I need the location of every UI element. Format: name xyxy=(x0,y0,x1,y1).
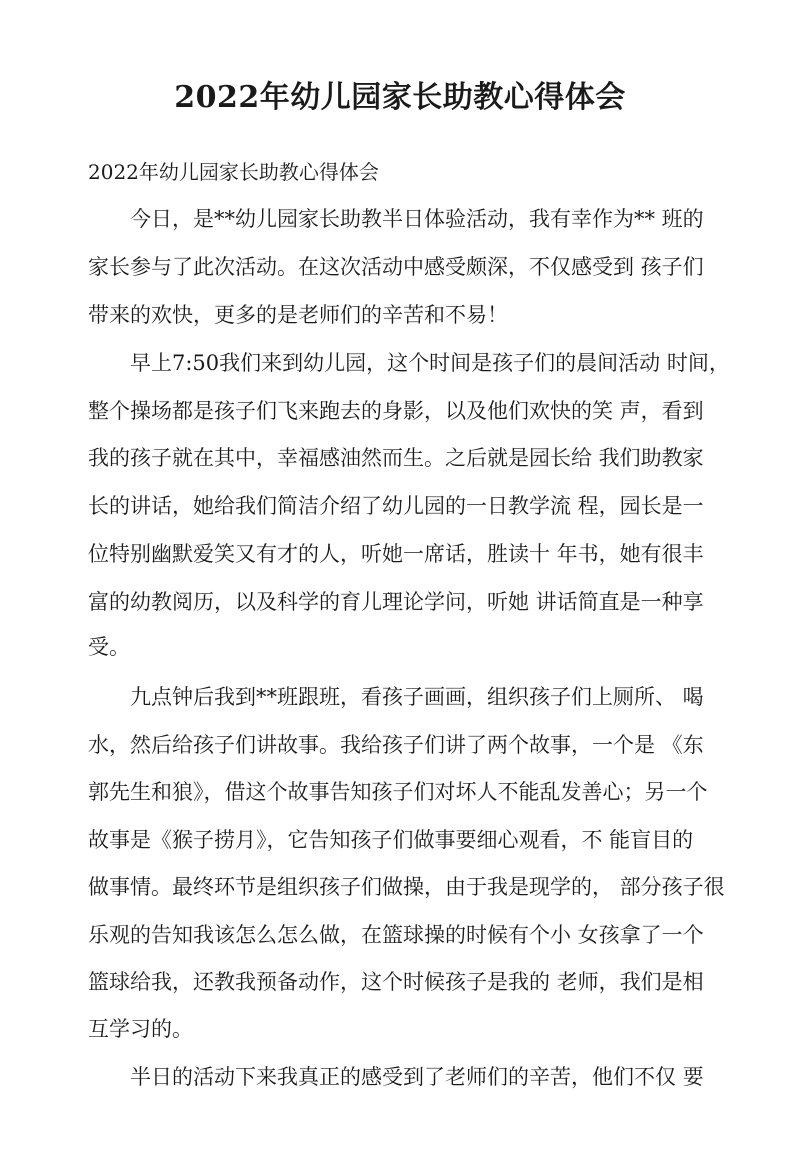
body-line: 故事是《猴子捞月》，它告知孩子们做事要细心观看，不 能盲目的 xyxy=(88,828,694,852)
body-line: 我的孩子就在其中，幸福感油然而生。之后就是园长给 我们助教家 xyxy=(88,446,704,470)
body-line: 家长参与了此次活动。在这次活动中感受颇深，不仅感受到 孩子们 xyxy=(88,255,704,279)
body-line: 半日的活动下来我真正的感受到了老师们的辛苦，他们不仅 要 xyxy=(88,1065,704,1089)
body-line: 富的幼教阅历，以及科学的育儿理论学问，听她 讲话简直是一种享 xyxy=(88,590,704,614)
body-line: 长的讲话，她给我们简洁介绍了幼儿园的一日教学流 程，园长是一 xyxy=(88,494,704,518)
body-line: 做事情。最终环节是组织孩子们做操，由于我是现学的， 部分孩子很 xyxy=(88,875,725,899)
body-line: 九点钟后我到**班跟班，看孩子画画，组织孩子们上厕所、 喝 xyxy=(88,685,704,709)
body-line: 位特别幽默爱笑又有才的人，听她一席话，胜读十 年书，她有很丰 xyxy=(88,542,704,566)
body-line: 受。 xyxy=(88,635,130,659)
body-line: 带来的欢快，更多的是老师们的辛苦和不易！ xyxy=(88,303,508,327)
document-subtitle: 2022年幼儿园家长助教心得体会 xyxy=(88,160,379,184)
body-line: 今日，是**幼儿园家长助教半日体验活动，我有幸作为** 班的 xyxy=(88,207,704,231)
body-line: 整个操场都是孩子们飞来跑去的身影，以及他们欢快的笑 声，看到 xyxy=(88,399,704,423)
body-line: 水，然后给孩子们讲故事。我给孩子们讲了两个故事，一个是 《东 xyxy=(88,733,704,757)
body-line: 篮球给我，还教我预备动作，这个时候孩子是我的 老师，我们是相 xyxy=(88,970,704,994)
body-line: 早上7:50我们来到幼儿园，这个时间是孩子们的晨间活动 时间， xyxy=(88,351,730,375)
document-title: 2022年幼儿园家长助教心得体会 xyxy=(174,80,626,115)
body-line: 乐观的告知我该怎么怎么做，在篮球操的时候有个小 女孩拿了一个 xyxy=(88,923,704,947)
body-line: 郭先生和狼》，借这个故事告知孩子们对坏人不能乱发善心；另一个 xyxy=(88,780,708,804)
body-line: 互学习的。 xyxy=(88,1017,193,1041)
